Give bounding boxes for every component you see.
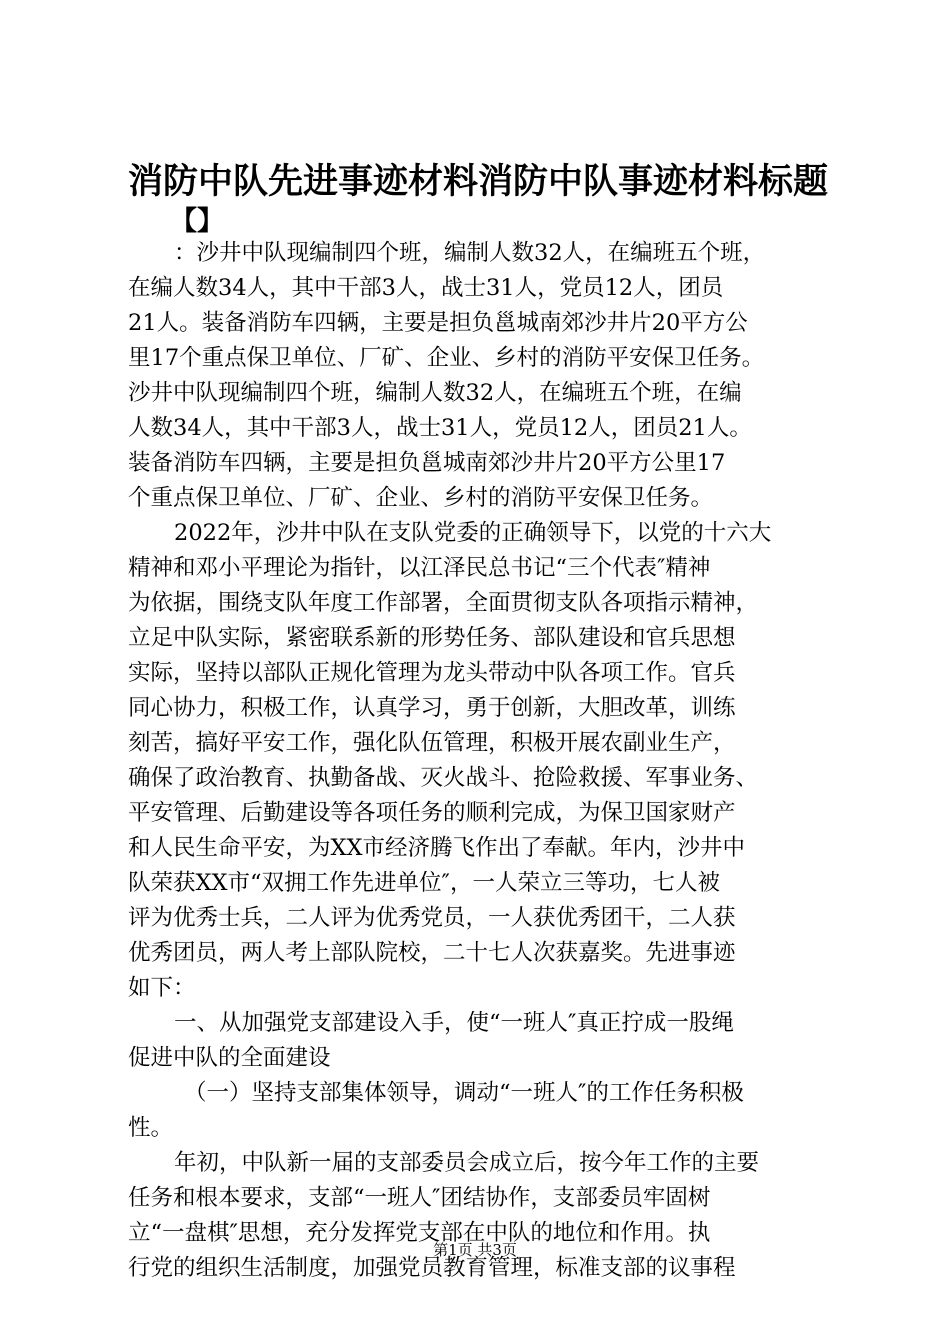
text-line: 评为优秀士兵，二人评为优秀党员，一人获优秀团干，二人获 [128, 905, 736, 931]
text-line: 里17个重点保卫单位、厂矿、企业、乡村的消防平安保卫任务。 [128, 345, 765, 371]
text-line: 确保了政治教育、执勤备战、灭火战斗、抢险救援、军事业务、 [128, 765, 759, 791]
text-line: 优秀团员，两人考上部队院校，二十七人次获嘉奖。先进事迹 [128, 940, 736, 966]
text-line: 行党的组织生活制度，加强党员教育管理，标准支部的议事程 [128, 1255, 736, 1281]
document-body [128, 236, 840, 1286]
text-line: 21人。装备消防车四辆，主要是担负邕城南郊沙井片20平方公 [128, 310, 748, 336]
text-line: 为依据，围绕支队年度工作部署，全面贯彻支队各项指示精神， [128, 590, 759, 616]
text-line: 人数34人，其中干部3人，战士31人，党员12人，团员21人。 [128, 415, 752, 441]
text-line: 促进中队的全面建设 [128, 1045, 331, 1071]
document-subtitle: 【】 [170, 206, 224, 237]
text-line: 个重点保卫单位、厂矿、企业、乡村的消防平安保卫任务。 [128, 485, 714, 511]
text-line: 立足中队实际，紧密联系新的形势任务、部队建设和官兵思想 [128, 625, 736, 651]
text-line: 精神和邓小平理论为指针，以江泽民总书记“三个代表″精神 [128, 555, 711, 581]
text-line: ：沙井中队现编制四个班，编制人数32人，在编班五个班， [174, 240, 766, 266]
text-line: 同心协力，积极工作，认真学习，勇于创新，大胆改革，训练 [128, 695, 736, 721]
document-title: 消防中队先进事迹材料消防中队事迹材料标题 [128, 162, 829, 202]
text-line: 任务和根本要求，支部“一班人″团结协作，支部委员牢固树 [128, 1185, 711, 1211]
text-line: 队荣获XX市“双拥工作先进单位″，一人荣立三等功，七人被 [128, 870, 720, 896]
text-line: 2022年，沙井中队在支队党委的正确领导下，以党的十六大 [174, 520, 772, 546]
text-line: 刻苦，搞好平安工作，强化队伍管理，积极开展农副业生产， [128, 730, 736, 756]
text-line: （一）坚持支部集体领导，调动“一班人″的工作任务积极 [184, 1080, 744, 1106]
text-line: 装备消防车四辆，主要是担负邕城南郊沙井片20平方公里17 [128, 450, 726, 476]
text-line: 在编人数34人，其中干部3人，战士31人，党员12人，团员 [128, 275, 724, 301]
text-line: 性。 [128, 1115, 174, 1141]
text-line: 如下： [128, 975, 196, 1001]
text-line: 立“一盘棋″思想，充分发挥党支部在中队的地位和作用。执 [128, 1220, 711, 1246]
text-line: 实际，坚持以部队正规化管理为龙头带动中队各项工作。官兵 [128, 660, 736, 686]
page-number-footer: 第1页 共3页 [433, 1241, 517, 1259]
text-line: 沙井中队现编制四个班，编制人数32人，在编班五个班，在编 [128, 380, 742, 406]
text-line: 年初，中队新一届的支部委员会成立后，按今年工作的主要 [174, 1150, 760, 1176]
text-line: 平安管理、后勤建设等各项任务的顺利完成，为保卫国家财产 [128, 800, 736, 826]
text-line: 和人民生命平安，为XX市经济腾飞作出了奉献。年内，沙井中 [128, 835, 746, 861]
text-line: 一、从加强党支部建设入手，使“一班人″真正拧成一股绳 [174, 1010, 734, 1036]
